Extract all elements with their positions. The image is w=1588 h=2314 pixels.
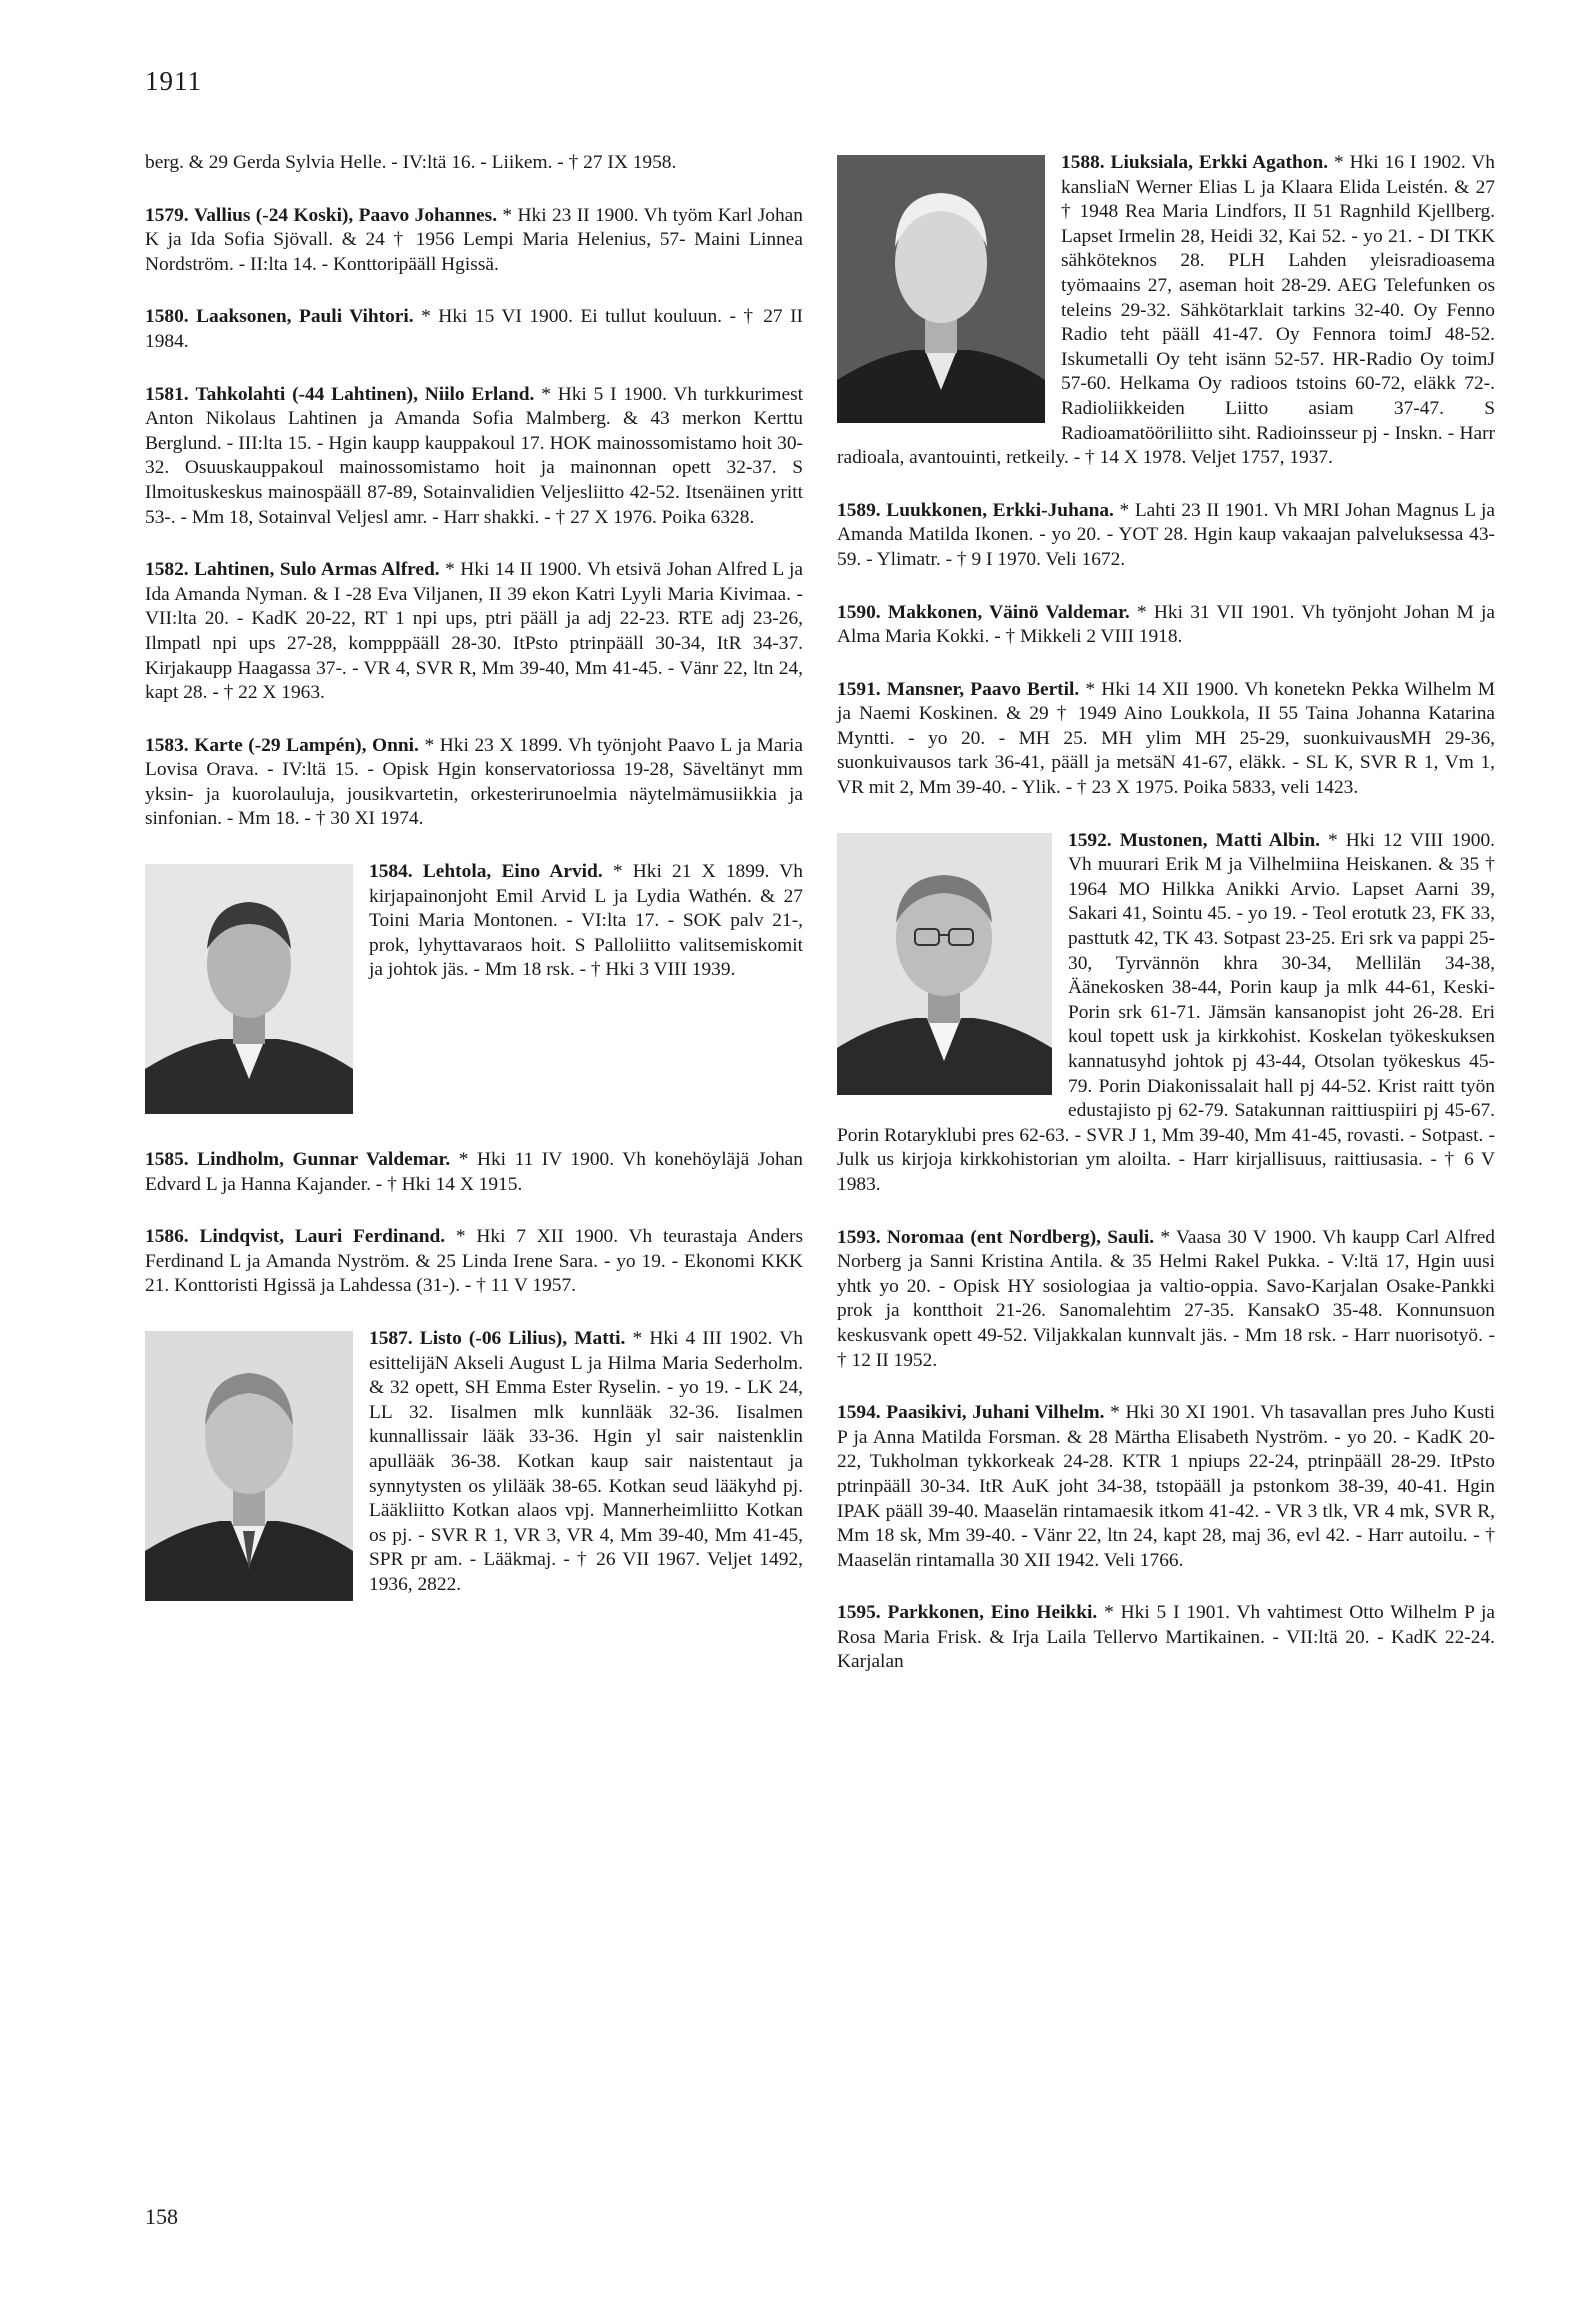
entry-name: Listo (-06 Lilius), Matti. bbox=[419, 1328, 626, 1350]
portrait-photo bbox=[145, 1331, 353, 1601]
entry-name: Mustonen, Matti Albin. bbox=[1119, 829, 1320, 851]
entry-1593 bbox=[837, 1226, 1495, 1374]
entry-text: * Hki 4 III 1902. Vh esittelijäN Akseli August L ja Hilma Maria Sederholm. & 32 opett, SH Emma Ester Ryselin. - yo 19. - LK 24, LL 32. Iisalmen mlk kunnlääk 32-36. Iisalmen kunnallissair lääk 33-36. Hgin yl sair naistenklin apullääk 36-38. Kotkan kaup sair naistentaut ja synnytysten os ylilääk 38-65. Kotkan seud lääkyhd pj. Lääkliitto Kotkan alaos vpj. Mannerheimliitto Kotkan os pj. - SVR R 1, VR 3, VR 4, Mm 39-40, Mm 41-45, SPR pr am. - Lääkmaj. - † 26 VII 1967. Veljet 1492, 1936, 2822. bbox=[369, 1328, 803, 1595]
entry-number: 1589. bbox=[837, 499, 881, 521]
entry-1583 bbox=[145, 734, 803, 832]
entry-name: Luukkonen, Erkki-Juhana. bbox=[886, 499, 1114, 521]
entry-number: 1584. bbox=[369, 861, 413, 883]
entry-1581 bbox=[145, 383, 803, 531]
entry-1594 bbox=[837, 1401, 1495, 1573]
entry-number: 1579. bbox=[145, 204, 189, 226]
entry-number: 1583. bbox=[145, 734, 189, 756]
entry-text: * Hki 5 I 1900. Vh turkkurimest Anton Nikolaus Lahtinen ja Amanda Sofia Malmberg. & 43 merkon Kerttu Berglund. - III:lta 15. - Hgin kaupp kauppakoul 17. HOK mainossomistamo hoit 30-32. Osuuskauppakoul mainossomistamo hoit ja mainonnan opett 32-37. S Ilmoituskeskus mainospääll 87-89, Sotainvalidien Veljesliitto 42-52. Itsenäinen yritt 53-. - Mm 18, Sotainval Veljesl amr. - Harr shakki. - † 27 X 1976. Poika 6328. bbox=[145, 383, 804, 528]
entry-1585 bbox=[145, 1148, 803, 1197]
entry-1588 bbox=[837, 151, 1495, 471]
entry-text: * Hki 5 I 1901. Vh vahtimest Otto Wilhelm P ja Rosa Maria Frisk. & Irja Laila Tellervo Martikainen. - VII:ltä 20. - KadK 22-24. Karjalan bbox=[837, 1602, 1495, 1673]
entry-text: * Vaasa 30 V 1900. Vh kaupp Carl Alfred Norberg ja Sanni Kristina Antila. & 35 Helmi Rakel Pukka. - V:ltä 17, Hgin uusi yhtk yo 20. - Opisk HY sosiologiaa ja valtio-oppia. Savo-Karjalan Osake-Pankki prok ja kontthoit 21-26. Sanomalehtim 27-35. KansakO 35-48. Konnunsuon keskusvank opett 49-52. Viljakkalan kunnvalt jäs. - Mm 18 rsk. - Harr nuorisotyö. - † 12 II 1952. bbox=[837, 1226, 1496, 1371]
entry-number: 1582. bbox=[145, 559, 189, 581]
page-header-year: 1911 bbox=[145, 66, 202, 96]
entry-number: 1590. bbox=[837, 601, 881, 623]
entry-text: * Lahti 23 II 1901. Vh MRI Johan Magnus L ja Amanda Matilda Ikonen. - yo 20. - YOT 28. Hgin kaup vakaajan palveluksessa 43-59. - Ylimatr. - † 9 I 1970. Veli 1672. bbox=[837, 499, 1495, 570]
entry-text: * Hki 7 XII 1900. Vh teurastaja Anders Ferdinand L ja Amanda Nyström. & 25 Linda Irene Sara. - yo 19. - Ekonomi KKK 21. Konttoristi Hgissä ja Lahdessa (31-). - † 11 V 1957. bbox=[145, 1226, 803, 1297]
entry-name: Laaksonen, Pauli Vihtori. bbox=[196, 306, 414, 328]
entry-1590 bbox=[837, 601, 1495, 650]
portrait-image-icon bbox=[837, 833, 1052, 1095]
portrait-image-icon bbox=[837, 155, 1045, 423]
entry-1587 bbox=[145, 1327, 803, 1607]
entry-name: Mansner, Paavo Bertil. bbox=[886, 678, 1080, 700]
entry-number: 1591. bbox=[837, 678, 881, 700]
entry-text: * Hki 31 VII 1901. Vh työnjoht Johan M ja Alma Maria Kokki. - † Mikkeli 2 VIII 1918. bbox=[837, 601, 1495, 648]
entry-text: * Hki 12 VIII 1900. Vh muurari Erik M ja Vilhelmiina Heiskanen. & 35 † 1964 MO Hilkka Anikki Arvio. Lapset Aarni 39, Sakari 41, Sointu 45. - yo 19. - Teol erotutk 23, FK 33, pasttutk 42, TK 43. Sotpast 23-25. Eri srk va pappi 25-30, Tyrvännön khra 30-34, Mellilän 34-38, Äänekosken 38-44, Porin kaup ja mlk 44-61, Keski-Porin srk 61-71. Jämsän kansanopist joht 26-28. Eri koul topett usk ja kirkkohist. Koskelan työkeskuksen kannatusyhd johtok pj 43-44, Otsolan työkeskus 45-79. Porin Diakonissalait hall pj 44-52. Krist raitt työn edustajisto pj 62-79. Satakunnan raittiuspiiri pj 45-67. Porin Rotaryklubi pres 62-63. - SVR J 1, Mm 39-40, Mm 41-45, rovasti. - Sotpast. - Julk us kirjoja kirkkohistorian ym aloilta. - Harr kirjallisuus, raittiusasia. - † 6 V 1983. bbox=[837, 829, 1495, 1195]
left-column bbox=[145, 151, 803, 1635]
right-column bbox=[837, 151, 1495, 1703]
entry-1592 bbox=[837, 829, 1495, 1198]
portrait-image-icon bbox=[145, 864, 353, 1114]
entry-number: 1593. bbox=[837, 1226, 881, 1248]
entry-name: Tahkolahti (-44 Lahtinen), Niilo Erland. bbox=[195, 383, 535, 405]
entry-name: Lindholm, Gunnar Valdemar. bbox=[197, 1149, 451, 1171]
entry-text: * Hki 23 X 1899. Vh työnjoht Paavo L ja Maria Lovisa Orava. - IV:ltä 15. - Opisk Hgin konservatoriossa 19-28, Säveltänyt mm yksin- ja kuorolauluja, jousikvartetin, orkesterirunoelmia näytelmämusiikkia ja sinfonian. - Mm 18. - † 30 XI 1974. bbox=[145, 734, 803, 830]
entry-text: berg. & 29 Gerda Sylvia Helle. - IV:ltä 16. - Liikem. - † 27 IX 1958. bbox=[145, 152, 677, 173]
entry-text: * Hki 30 XI 1901. Vh tasavallan pres Juho Kusti P ja Anna Matilda Forsman. & 28 Märtha Elisabeth Nyström. - yo 20. - KadK 20-22, Tukholman tykkorkeak 24-28. KTR 1 npiups 22-24, ptrinpääll 28-29. ItPsto ptrinpääll 30-34. ItR AuK joht 34-38, tstopääll ja pstonkom 38-39, 40-41. Hgin IPAK pääll 39-40. Maaselän rintamaesik itkom 41-42. - VR 3 tlk, VR 4 mk, SVR R, Mm 18 sk, Mm 39-40. - Vänr 22, ltn 24, kapt 28, maj 36, evl 42. - Harr autoilu. - † Maaselän rintamalla 30 XII 1942. Veli 1766. bbox=[837, 1402, 1495, 1571]
entry-text: * Hki 14 XII 1900. Vh konetekn Pekka Wilhelm M ja Naemi Koskinen. & 29 † 1949 Aino Loukkola, II 55 Taina Johanna Katarina Myntti. - yo 20. - MH 25. MH ylim MH 25-29, suonkuivausMH 29-36, suonkuivausos tark 36-41, pääll ja metsäN 41-67, eläkk. - SL K, SVR R 1, Vm 1, VR mit 2, Mm 39-40. - Ylik. - † 23 X 1975. Poika 5833, veli 1423. bbox=[837, 678, 1495, 799]
entry-number: 1588. bbox=[1061, 152, 1105, 173]
portrait-image-icon bbox=[145, 1331, 353, 1601]
entry-1589 bbox=[837, 499, 1495, 573]
entry-number: 1594. bbox=[837, 1402, 881, 1424]
entry-1584 bbox=[145, 860, 803, 1120]
entry-1595 bbox=[837, 1601, 1495, 1675]
entry-name: Lehtola, Eino Arvid. bbox=[422, 861, 603, 883]
entry-1582 bbox=[145, 558, 803, 706]
entry-name: Lahtinen, Sulo Armas Alfred. bbox=[194, 559, 440, 581]
entry-number: 1595. bbox=[837, 1602, 881, 1624]
entry-number: 1592. bbox=[1068, 829, 1112, 851]
entry-name: Paasikivi, Juhani Vilhelm. bbox=[886, 1402, 1105, 1424]
entry-1591 bbox=[837, 678, 1495, 801]
entry-text: * Hki 23 II 1900. Vh työm Karl Johan K ja Ida Sofia Sjövall. & 24 † 1956 Lempi Maria Helenius, 57- Maini Linnea Nordström. - II:lta 14. - Konttoripääll Hgissä. bbox=[145, 204, 803, 275]
portrait-photo bbox=[837, 833, 1052, 1095]
entry-name: Liuksiala, Erkki Agathon. bbox=[1110, 152, 1329, 173]
entry-name: Karte (-29 Lampén), Onni. bbox=[194, 734, 419, 756]
entry-1586 bbox=[145, 1225, 803, 1299]
entry-text: * Hki 11 IV 1900. Vh konehöyläjä Johan Edvard L ja Hanna Kajander. - † Hki 14 X 1915. bbox=[145, 1149, 803, 1195]
entry-continuation bbox=[145, 151, 803, 176]
entry-number: 1585. bbox=[145, 1149, 189, 1171]
entry-name: Parkkonen, Eino Heikki. bbox=[887, 1602, 1098, 1624]
entry-name: Vallius (-24 Koski), Paavo Johannes. bbox=[194, 204, 498, 226]
portrait-photo bbox=[145, 864, 353, 1114]
entry-number: 1587. bbox=[369, 1328, 413, 1350]
entry-1580 bbox=[145, 305, 803, 354]
entry-number: 1580. bbox=[145, 306, 189, 328]
page-number: 158 bbox=[145, 2204, 178, 2229]
entry-number: 1586. bbox=[145, 1226, 189, 1248]
entry-number: 1581. bbox=[145, 383, 189, 405]
entry-text: * Hki 14 II 1900. Vh etsivä Johan Alfred L ja Ida Amanda Nyman. & I -28 Eva Viljanen, II 39 ekon Katri Lyyli Maria Kivimaa. - VII:lta 20. - KadK 20-22, RT 1 npi ups, ptri pääll ja adj 22-23. RTE adj 23-26, Ilmpatl npi ups 27-28, kompppääll 28-30. ItPsto ptrinpääll 30-34, ItR 34-37. Kirjakaupp Haagassa 37-. - VR 4, SVR R, Mm 39-40, Mm 41-45. - Vänr 22, ltn 24, kapt 28. - † 22 X 1963. bbox=[145, 559, 803, 704]
entry-name: Makkonen, Väinö Valdemar. bbox=[887, 601, 1130, 623]
entry-text: * Hki 15 VI 1900. Ei tullut kouluun. - † 27 II 1984. bbox=[145, 306, 803, 352]
entry-text: * Hki 21 X 1899. Vh kirjapainonjoht Emil Arvid L ja Lydia Wathén. & 27 Toini Maria Montonen. - VI:lta 17. - SOK palv 21-, prok, lyhyttavaraos hoit. S Palloliitto valitsemiskomit ja johtok jäs. - Mm 18 rsk. - † Hki 3 VIII 1939. bbox=[369, 861, 803, 981]
entry-1579 bbox=[145, 204, 803, 278]
portrait-photo bbox=[837, 155, 1045, 423]
entry-name: Noromaa (ent Nordberg), Sauli. bbox=[886, 1226, 1155, 1248]
entry-text: * Hki 16 I 1902. Vh kansliaN Werner Elias L ja Klaara Elida Leistén. & 27 † 1948 Rea Maria Lindfors, II 51 Ragnhild Kjellberg. Lapset Irmelin 28, Heidi 32, Kai 52. - yo 21. - DI TKK sähköteknos 28. PLH Lahden yleisradioasema työmaains 27, aseman hoit 28-29. AEG Telefunken os teleins 29-32. Sähkötarklait tarkins 32-40. Oy Fenno Radio teht pääll 41-47. Oy Fennora toimJ 48-52. Iskumetalli Oy teht isänn 52-57. HR-Radio Oy toimJ 57-60. Helkama Oy radioos tstoins 60-72, eläkk 72-. Radioliikkeiden Liitto asiam 37-47. S Radioamatööriliitto siht. Radioinsseur pj - Inskn. - Harr radioala, avantouinti, retkeily. - † 14 X 1978. Veljet 1757, 1937. bbox=[837, 152, 1495, 469]
entry-name: Lindqvist, Lauri Ferdinand. bbox=[199, 1226, 446, 1248]
